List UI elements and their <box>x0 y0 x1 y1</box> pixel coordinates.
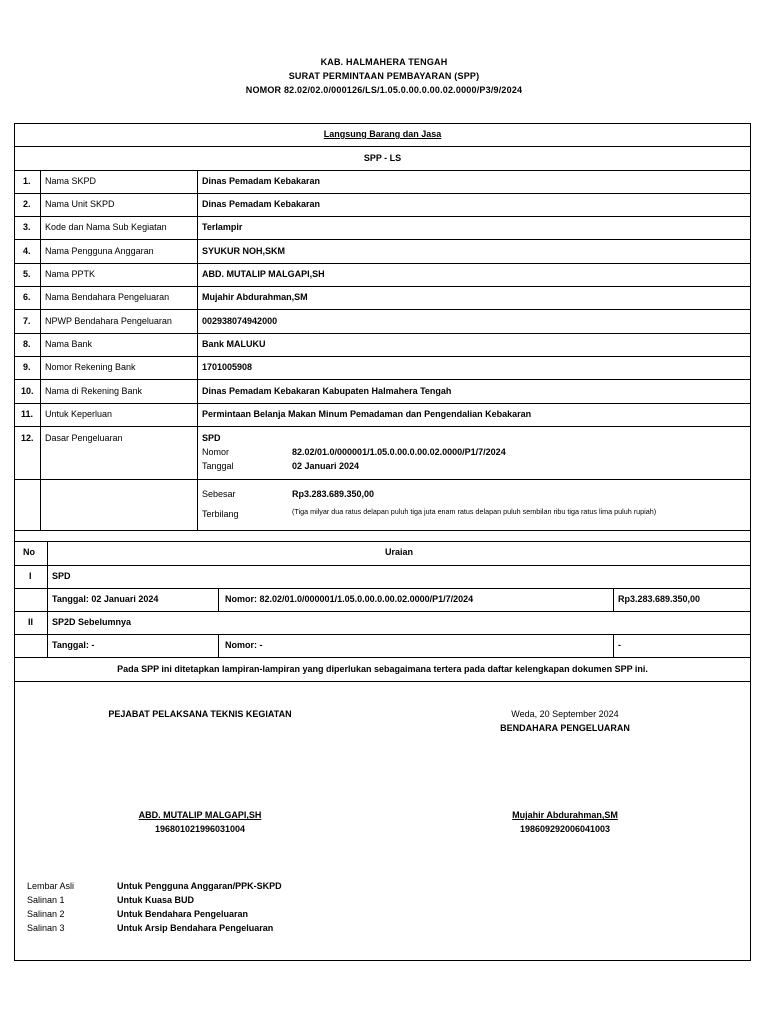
distribution-label: Lembar Asli <box>27 881 75 891</box>
uraian-sp2d-tanggal: Tanggal: - <box>52 640 95 650</box>
row-value: Mujahir Abdurahman,SM <box>202 292 308 302</box>
row-label: Nomor Rekening Bank <box>45 362 136 372</box>
row-no: 9. <box>23 362 31 372</box>
row-label: NPWP Bendahara Pengeluaran <box>45 316 172 326</box>
terbilang-value: (Tiga milyar dua ratus delapan puluh tiga juta enam ratus delapan puluh sembilan ribu tiga ratus lima puluh rupiah) <box>292 507 657 516</box>
row-value: ABD. MUTALIP MALGAPI,SH <box>202 269 325 279</box>
row-label: Nama SKPD <box>45 176 97 186</box>
header-document-title: SURAT PERMINTAAN PEMBAYARAN (SPP) <box>288 71 480 81</box>
uraian-row-no: II <box>28 617 34 627</box>
row-no: 12. <box>21 433 34 443</box>
row-value: Dinas Pemadam Kebakaran <box>202 199 321 209</box>
uraian-sp2d-jumlah: - <box>618 640 621 650</box>
row-label: Nama Bendahara Pengeluaran <box>45 292 170 302</box>
distribution-label: Salinan 1 <box>27 895 65 905</box>
row-no: 7. <box>23 316 31 326</box>
row-label: Nama Pengguna Anggaran <box>45 246 154 256</box>
terbilang-label: Terbilang <box>202 509 239 519</box>
row-label: Nama Unit SKPD <box>45 199 115 209</box>
distribution-value: Untuk Kuasa BUD <box>117 895 195 905</box>
row-value: 002938074942000 <box>202 316 278 326</box>
lampiran-note: Pada SPP ini ditetapkan lampiran-lampiran yang diperlukan sebagaimana tertera pada daftar kelengkapan dokumen SPP ini. <box>117 664 648 674</box>
distribution-value: Untuk Pengguna Anggaran/PPK-SKPD <box>117 881 282 891</box>
distribution-label: Salinan 3 <box>27 923 65 933</box>
row-label: Dasar Pengeluaran <box>45 433 123 443</box>
row-no: 10. <box>21 386 34 396</box>
right-signatory-title: BENDAHARA PENGELUARAN <box>500 723 630 733</box>
uraian-row-no: I <box>29 571 32 581</box>
sebesar-value: Rp3.283.689.350,00 <box>292 489 375 499</box>
left-signatory-nip: 196801021996031004 <box>154 824 246 834</box>
row-no: 5. <box>23 269 31 279</box>
distribution-label: Salinan 2 <box>27 909 65 919</box>
row-label: Nama PPTK <box>45 269 96 279</box>
row-label: Untuk Keperluan <box>45 409 113 419</box>
sebesar-label: Sebesar <box>202 489 236 499</box>
uraian-spd-jumlah: Rp3.283.689.350,00 <box>618 594 701 604</box>
row-no: 3. <box>23 222 31 232</box>
spd-tanggal-label: Tanggal <box>202 461 234 471</box>
row-no: 6. <box>23 292 31 302</box>
row-value: 1701005908 <box>202 362 253 372</box>
row-value: SYUKUR NOH,SKM <box>202 246 286 256</box>
table-title: Langsung Barang dan Jasa <box>323 129 442 139</box>
row-label: Nama Bank <box>45 339 93 349</box>
table-subtitle: SPP - LS <box>363 153 402 163</box>
row-value: Dinas Pemadam Kebakaran <box>202 176 321 186</box>
uraian-spd-tanggal: Tanggal: 02 Januari 2024 <box>52 594 159 604</box>
left-signatory-title: PEJABAT PELAKSANA TEKNIS KEGIATAN <box>108 709 292 719</box>
uraian-sp2d-nomor: Nomor: - <box>225 640 263 650</box>
spd-heading: SPD <box>202 433 221 443</box>
uraian-header: Uraian <box>384 547 413 557</box>
row-value: Permintaan Belanja Makan Minum Pemadaman dan Pengendalian Kebakaran <box>202 409 532 419</box>
header-kabupaten: KAB. HALMAHERA TENGAH <box>320 57 448 67</box>
row-value: Dinas Pemadam Kebakaran Kabupaten Halmahera Tengah <box>202 386 452 396</box>
row-no: 1. <box>23 176 31 186</box>
distribution-value: Untuk Arsip Bendahara Pengeluaran <box>117 923 274 933</box>
spd-nomor-label: Nomor <box>202 447 230 457</box>
place-date: Weda, 20 September 2024 <box>511 709 619 719</box>
distribution-value: Untuk Bendahara Pengeluaran <box>117 909 249 919</box>
row-label: Nama di Rekening Bank <box>45 386 143 396</box>
right-signatory-nip: 198609292006041003 <box>519 824 611 834</box>
left-signatory-name: ABD. MUTALIP MALGAPI,SH <box>138 810 262 820</box>
right-signatory-name: Mujahir Abdurahman,SM <box>512 810 618 820</box>
row-label: Kode dan Nama Sub Kegiatan <box>45 222 167 232</box>
uraian-no-header: No <box>23 547 35 557</box>
spd-nomor-value: 82.02/01.0/000001/1.05.0.00.0.00.02.0000/P1/7/2024 <box>292 447 506 457</box>
row-value: Bank MALUKU <box>202 339 266 349</box>
uraian-spd-nomor: Nomor: 82.02/01.0/000001/1.05.0.00.0.00.02.0000/P1/7/2024 <box>225 594 474 604</box>
spd-tanggal-value: 02 Januari 2024 <box>292 461 360 471</box>
row-no: 2. <box>23 199 31 209</box>
header-document-number: NOMOR 82.02/02.0/000126/LS/1.05.0.00.0.00.02.0000/P3/9/2024 <box>245 85 523 95</box>
uraian-row-label: SP2D Sebelumnya <box>52 617 132 627</box>
uraian-row-label: SPD <box>52 571 71 581</box>
row-no: 11. <box>21 409 34 419</box>
row-value: Terlampir <box>202 222 243 232</box>
row-no: 8. <box>23 339 31 349</box>
row-no: 4. <box>23 246 31 256</box>
